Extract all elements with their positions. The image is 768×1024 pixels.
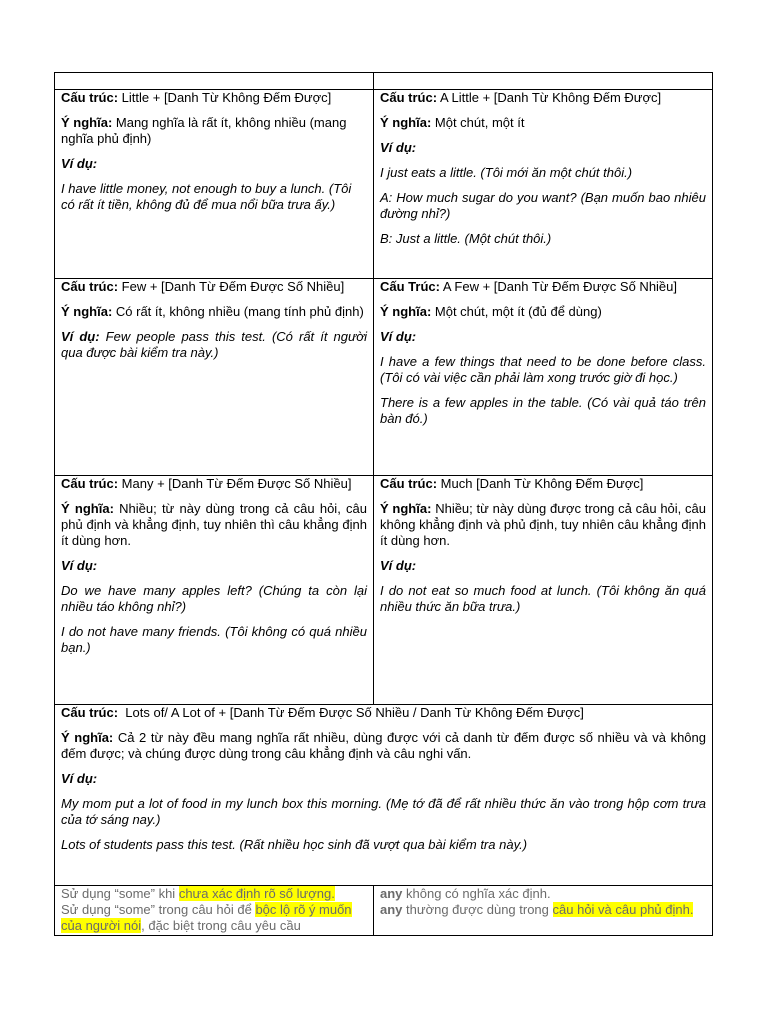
- structure-label: Cấu trúc:: [380, 476, 438, 491]
- cell-any: [374, 886, 713, 936]
- meaning-text: Có rất ít, không nhiều (mang tính phủ định): [112, 304, 364, 319]
- example-label-line: [61, 771, 706, 787]
- structure-label: Cấu trúc:: [61, 90, 119, 105]
- example-label: Ví dụ:: [380, 558, 417, 573]
- example-1: [380, 583, 706, 615]
- structure-line: [61, 279, 367, 295]
- meaning-label: Ý nghĩa:: [61, 115, 113, 130]
- cell-much: [374, 476, 713, 705]
- cell-a-few: [374, 279, 713, 476]
- row-few: [55, 279, 713, 476]
- grammar-table: [54, 72, 713, 936]
- example-text: I have little money, not enough to buy a lunch. (Tôi có rất ít tiền, không đủ để mua nổi bữa trưa ấy.): [61, 181, 352, 212]
- structure-line: [380, 90, 706, 106]
- example-label-line: [61, 156, 367, 172]
- example-text: My mom put a lot of food in my lunch box this morning. (Mẹ tớ đã để rất nhiều thức ăn vào trong hộp cơm trưa của tớ sáng nay.): [61, 796, 706, 827]
- structure-label: Cấu trúc:: [61, 279, 119, 294]
- note-text: , đặc biệt trong câu yêu cầu: [141, 918, 301, 933]
- example-label: Ví dụ:: [380, 140, 417, 155]
- meaning-text: Nhiều; từ này dùng trong cả câu hỏi, câu phủ định và khẳng định, tuy nhiên thì câu khẳng định ít dùng hơn.: [61, 501, 367, 548]
- structure-label: Cấu trúc:: [61, 476, 119, 491]
- structure-line: [61, 705, 706, 721]
- example-text: There is a few apples in the table. (Có vài quả táo trên bàn đó.): [380, 395, 706, 426]
- structure-line: [61, 476, 367, 492]
- example-label: Ví dụ:: [380, 329, 417, 344]
- meaning-text: Một chút, một ít (đủ để dùng): [431, 304, 602, 319]
- meaning-line: [380, 501, 706, 549]
- example-text: Few people pass this test. (Có rất ít người qua được bài kiểm tra này.): [61, 329, 368, 360]
- meaning-text: Mang nghĩa là rất ít, không nhiều (mang nghĩa phủ định): [61, 115, 347, 146]
- example-2: [61, 837, 706, 853]
- example-label-line: [61, 558, 367, 574]
- cell-few: [55, 279, 374, 476]
- some-note-1: [61, 886, 367, 902]
- example-text: Lots of students pass this test. (Rất nhiều học sinh đã vượt qua bài kiểm tra này.): [61, 837, 528, 852]
- example-label: Ví dụ:: [61, 156, 98, 171]
- example-1: [380, 165, 706, 181]
- meaning-text: Cả 2 từ này đều mang nghĩa rất nhiều, dùng được với cả danh từ đếm được số nhiều và và không đếm được; và chúng được dùng trong câu khẳng định và câu nghi vấn.: [61, 730, 706, 761]
- example-text: I do not eat so much food at lunch. (Tôi không ăn quá nhiều thức ăn bữa trưa.): [380, 583, 706, 614]
- example-1: [61, 329, 367, 361]
- meaning-line: [61, 501, 367, 549]
- example-text: I do not have many friends. (Tôi không có quá nhiều bạn.): [61, 624, 367, 655]
- meaning-line: [61, 115, 367, 147]
- meaning-line: [61, 304, 367, 320]
- row-lots-of: [55, 705, 713, 886]
- example-1: [61, 583, 367, 615]
- example-1: [61, 796, 706, 828]
- example-text: A: How much sugar do you want? (Bạn muốn bao nhiêu đường nhỉ?): [380, 190, 706, 221]
- cell-many: [55, 476, 374, 705]
- example-text: Do we have many apples left? (Chúng ta còn lại nhiều táo không nhỉ?): [61, 583, 367, 614]
- meaning-line: [61, 730, 706, 762]
- highlight-text: chưa xác định rõ số lượng.: [178, 886, 335, 901]
- note-text: không có nghĩa xác định.: [402, 886, 551, 901]
- example-2: [380, 190, 706, 222]
- header-row: [55, 73, 713, 90]
- meaning-label: Ý nghĩa:: [380, 115, 432, 130]
- note-text: thường được dùng trong: [402, 902, 553, 917]
- structure-label: Cấu trúc:: [61, 705, 119, 720]
- structure-line: [61, 90, 367, 106]
- example-1: [61, 181, 367, 213]
- header-cell-right: [374, 73, 713, 90]
- cell-lots-of: [55, 705, 713, 886]
- meaning-label: Ý nghĩa:: [61, 304, 113, 319]
- structure-label: Cấu trúc:: [380, 90, 438, 105]
- example-3: [380, 231, 706, 247]
- example-text: B: Just a little. (Một chút thôi.): [380, 231, 552, 246]
- any-note-2: [380, 902, 706, 918]
- row-some-any: [55, 886, 713, 936]
- example-text: I just eats a little. (Tôi mới ăn một chút thôi.): [380, 165, 633, 180]
- meaning-text: Nhiều; từ này dùng được trong cả câu hỏi, câu không khẳng định và phủ định, tuy nhiên câu khẳng định ít dùng hơn.: [380, 501, 707, 548]
- header-cell-left: [55, 73, 374, 90]
- keyword-any: any: [380, 902, 403, 917]
- some-note-2: [61, 902, 367, 934]
- meaning-line: [380, 115, 706, 131]
- example-label: Ví dụ:: [61, 771, 98, 786]
- example-label-line: [380, 558, 706, 574]
- meaning-label: Ý nghĩa:: [61, 501, 114, 516]
- meaning-label: Ý nghĩa:: [380, 501, 432, 516]
- example-label: Ví dụ:: [61, 558, 98, 573]
- example-1: [380, 354, 706, 386]
- keyword-any: any: [380, 886, 403, 901]
- example-text: I have a few things that need to be done before class. (Tôi có vài việc cần phải làm xong trước giờ đi học.): [380, 354, 706, 385]
- row-many: [55, 476, 713, 705]
- structure-line: [380, 476, 706, 492]
- cell-little: [55, 90, 374, 279]
- example-label: Ví dụ:: [61, 329, 100, 344]
- any-note-1: [380, 886, 706, 902]
- highlight-text: câu hỏi và câu phủ định.: [552, 902, 694, 917]
- meaning-label: Ý nghĩa:: [61, 730, 114, 745]
- row-little: [55, 90, 713, 279]
- note-text: Sử dụng “some” khi: [61, 886, 179, 901]
- example-2: [61, 624, 367, 656]
- structure-text: Little + [Danh Từ Không Đếm Được]: [118, 90, 332, 105]
- highlight-text: bộc lộ rõ ý muốn của người nói: [61, 902, 352, 933]
- structure-line: [380, 279, 706, 295]
- cell-some: [55, 886, 374, 936]
- meaning-text: Một chút, một ít: [431, 115, 525, 130]
- structure-text: A Little + [Danh Từ Không Đếm Được]: [437, 90, 662, 105]
- example-label-line: [380, 140, 706, 156]
- note-text: Sử dụng “some” trong câu hỏi để: [61, 902, 256, 917]
- structure-text: Many + [Danh Từ Đếm Được Số Nhiều]: [118, 476, 352, 491]
- cell-a-little: [374, 90, 713, 279]
- structure-text: Lots of/ A Lot of + [Danh Từ Đếm Được Số Nhiều / Danh Từ Không Đếm Được]: [118, 705, 584, 720]
- structure-text: A Few + [Danh Từ Đếm Được Số Nhiều]: [439, 279, 678, 294]
- example-label-line: [380, 329, 706, 345]
- meaning-line: [380, 304, 706, 320]
- example-2: [380, 395, 706, 427]
- structure-text: Much [Danh Từ Không Đếm Được]: [437, 476, 644, 491]
- structure-label: Cấu Trúc:: [380, 279, 440, 294]
- meaning-label: Ý nghĩa:: [380, 304, 432, 319]
- structure-text: Few + [Danh Từ Đếm Được Số Nhiều]: [118, 279, 345, 294]
